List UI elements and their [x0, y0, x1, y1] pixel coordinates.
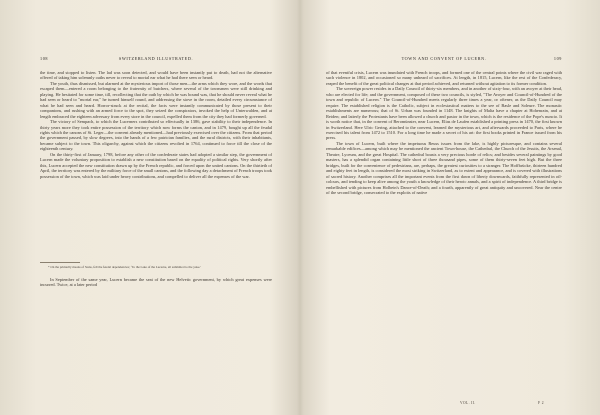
paragraph: the time, and stopped to listen. The lad was soon detected, and would have been instantly put to death, had not the alternative offered of taking him solemnly oaths never to reveal to mortal ear what he had there seen or heard. [40, 70, 272, 81]
right-page [300, 0, 600, 415]
right-running-title: TOWN AND CONVENT OF LUCERN. [401, 56, 487, 61]
footnote-rule [40, 262, 80, 263]
volume-signature: VOL. II. [460, 401, 476, 405]
paragraph: The sovereign power resides in a Daily Council of thirty-six members, and in another of sixty-four, with an avoyer at their head, who are elected for life; and the government, composed of these two councils, is styled, "The Avoyer and Council-of-Hundred of the town and republic of Lucern." The Council-of-Hundred meets regularly three times a year, or oftener, as the Daily Council may require. The established religion is the Catholic, subject in ecclesiastical matters to the see of Basle and Soleure. The monastic establishments are numerous; that of St. Urban was founded in 1148. The knights of Malta have a chapter at Hohenrain, and at Reiden; and latterly the Protestants have been allowed a church and pastor in the town, which is the residence of the Pope's nuncio. It is worth notice that, in the convent of Beromünster, near Lucern, Elias de Laufen established a printing press in 1470, the first known in Switzerland. Here Ulric Gering, attached to the convent, learned the mysterious art, and afterwards proceeded to Paris, where he exercised his talent from 1472 to 1510. For a long time he made a secret of his art: the first books printed in France issued from his press. [326, 86, 562, 141]
paragraph: The youth, thus dismissed, but alarmed at the mysterious import of those men—the arms which they wore, and the words that escaped them—entered a room belonging to the fraternity of butchers, where several of the townsmen were still drinking and playing. He hesitated for some time, till, recollecting that the oath by which he was bound was, that he should never reveal what he had seen or heard to "mortal ear," he turned himself round, and addressing the stove in the room, detailed every circumstance of what he had seen and heard. Horror-struck at the recital, the facts were instantly communicated by those present to their companions, and rushing with an armed force to the spot, they seized the conspirators, invoked the help of Unterwalden, and at length embraced the eighteen adversary from every store in the council, expelled them from the city they had formerly governed. [40, 80, 272, 119]
left-page-body [40, 70, 272, 179]
signature-mark: F 2 [538, 401, 544, 405]
footnotes [40, 262, 272, 269]
left-running-title: SWITZERLAND ILLUSTRATED. [118, 56, 194, 61]
paragraph: On the thirty-first of January, 1798, before any other of the confederate states had adopted a similar step, the government of Lucern made the voluntary proposition to establish a new constitution based on the equality of political rights. Very shortly after this, Lucern accepted the new constitution drawn up by the French republic, and forced upon the united cantons. On the thirtieth of April, the territory was entered by the military force of the small cantons, and the following day a detachment of French troops took possession of the town, which was laid under heavy contributions, and compelled to deliver all the expenses of the war. [40, 151, 272, 179]
paragraph: In September of the same year, Lucern became the seat of the new Helvetic government, by which great expenses were incurred. Twice, at a later period [40, 277, 272, 288]
paragraph: of that eventful crisis, Lucern was inundated with French troops, and formed one of the central points where the civil war raged with such violence in 1802, and occasioned so many unheard of sacrifices. At length, in 1815, Lucern, like the rest of the Confederacy, reaped the benefit of the great political changes at that period achieved, and returned without agitation to its former condition. [326, 70, 562, 86]
right-page-number: 109 [553, 56, 562, 61]
paragraph: The victory of Sempach, to which the Lucerners contributed so effectually in 1386, gave stability to their independence. In thirty years more they took entire possession of the territory which now forms the canton, and in 1479, bought up all the feudal rights which the canons of St. Leger—the convent already mentioned—had previously exercised over the citizens. From that period the government passed, by slow degrees, into the hands of a few patrician families, and the rural districts, with their inhabitants, became subject to the town. This oligarchy, against which the citizens revolted in 1764, continued to force till the close of the eighteenth century. [40, 119, 272, 152]
paragraph: The town of Lucern, built where the impetuous Reuss issues from the lake, is highly picturesque, and contains several remarkable edifices—among which may be mentioned the ancient Town-house, the Cathedral, the Church of the Jesuits, the Arsenal, Theatre, Lyceum, and the great Hospital. The cathedral boasts a very precious horde of relics; and besides several paintings by good masters, has a splendid organ containing little short of three thousand pipes, some of them thirty-seven feet high. But the three bridges, built for the convenience of pedestrians, are, perhaps, the greatest curiosities to a stranger. The Hoffbrücke, thirteen hundred and eighty feet in length, is considered the most striking in Switzerland, as to extent and appearance, and is covered with illustrations of sacred history. Another comprises all the important events from the first dawn of liberty downwards, faithfully represented in oil-colours, and tending to keep alive among the youth a knowledge of their heroic annals, and a spirit of independence. A third bridge is embellished with pictures from Holbein's Dance-of-Death; and a fourth, apparently of great antiquity and uncovered. Near the centre of the second bridge, consecrated to the exploits of native [326, 140, 562, 195]
footnote: * On the primarily means of Stans, fell the feudal dependencies; ‘To the Lake of the Lucerne, all submitted to the yoke.’ [48, 265, 202, 269]
right-page-body [326, 70, 562, 195]
right-page-header [326, 56, 562, 64]
left-page-header [40, 56, 272, 64]
left-page-number: 108 [40, 56, 49, 61]
left-page-continuation [40, 277, 272, 288]
